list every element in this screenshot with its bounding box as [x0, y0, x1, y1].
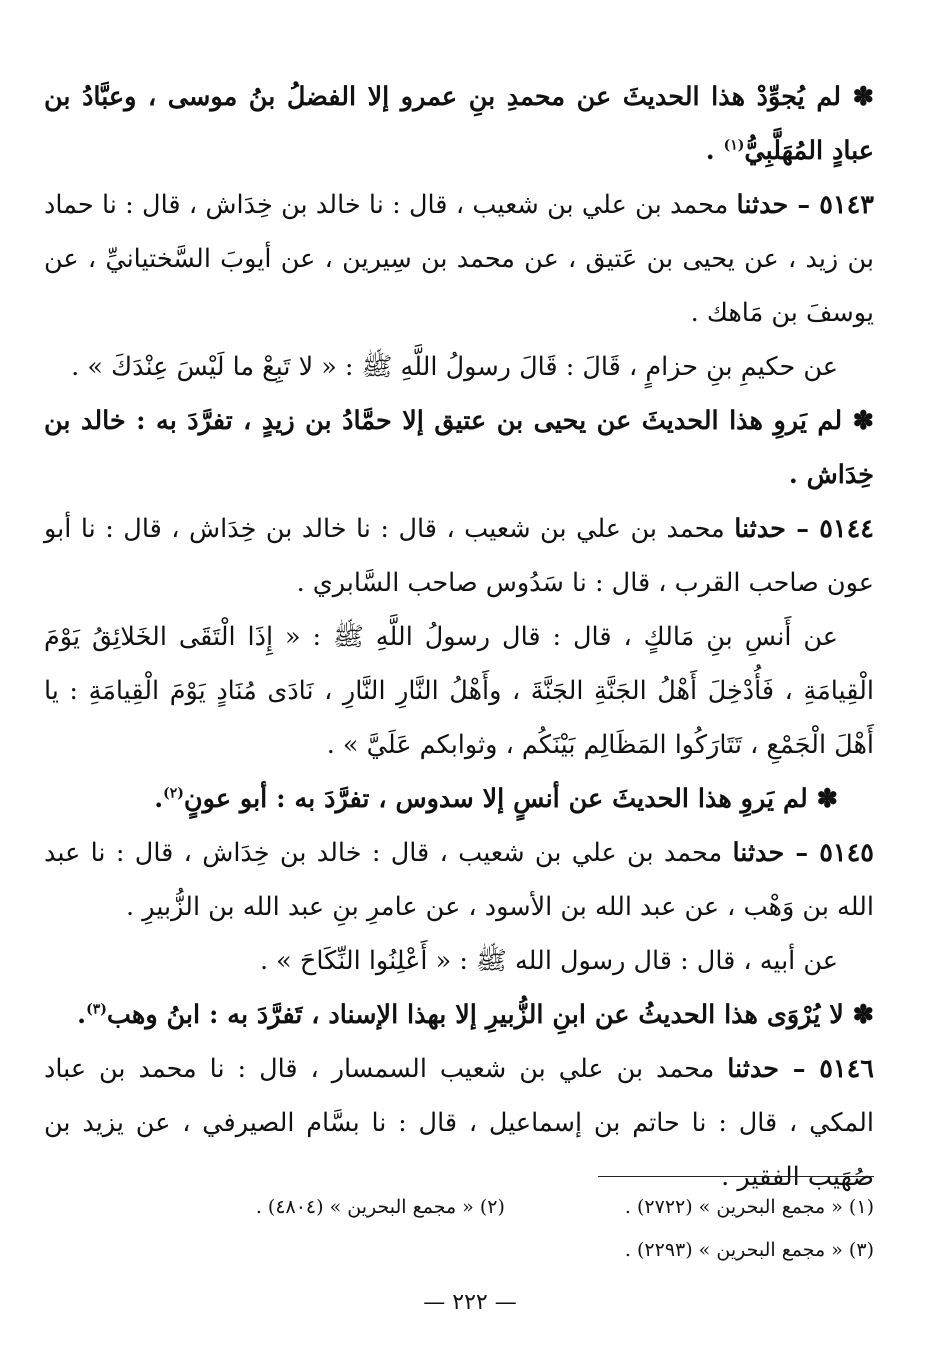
note-paragraph: ✽ لم يُجوِّدْ هذا الحديثَ عن محمدِ بنِ عمرو إلا الفضلُ بنُ موسى ، وعبَّادُ بن عبادٍ المُهَلَّبِيُّ$^{(١)}$ .: [44, 82, 874, 166]
footnotes: [44, 1186, 874, 1272]
footnote-row: [44, 1229, 874, 1272]
hadith-5144-isnad: ٥١٤٤ – حدثنا محمد بن علي بن شعيب ، قال : نا خالد بن خِدَاش ، قال : نا أبو عون صاحب القرب ، قال : نا سَدُوس صاحب السَّابري .: [44, 514, 875, 598]
hadith-5145-matn: عن أبيه ، قال : قال رسول الله ﷺ : « أَعْلِنُوا النِّكَاحَ » .: [259, 946, 838, 976]
hadith-5143-matn: عن حكيمِ بنِ حزامٍ ، قَالَ : قَالَ رسولُ اللَّهِ ﷺ : « لا تَبِعْ ما لَيْسَ عِنْدَكَ » .: [71, 352, 838, 382]
note-paragraph: ✽ لم يَروِ هذا الحديثَ عن يحيى بن عتيق إلا حمَّادُ بن زيدٍ ، تفرَّدَ به : خالد بن خِدَاش .: [44, 406, 874, 490]
footnote-marker[interactable]: (٣): [86, 1001, 107, 1018]
footnote-1: (١) « مجمع البحرين » (٢٧٢٢) .: [624, 1196, 874, 1218]
hadith-5144-matn: عن أَنسِ بنِ مَالكٍ ، قال : قال رسولُ اللَّهِ ﷺ : « إِذَا الْتَقَى الخَلائِقُ يَوْمَ الْقِيامَةِ ، فَأُدْخِلَ أَهْلُ الجَنَّةِ الجَنَّةَ ، وأَهْلُ النَّارِ النَّارِ ، نَادَى مُنَادٍ يَوْمَ الْقِيامَةِ : يا أَهْلَ الْجَمْعِ ، تَتَارَكُوا المَظَالِم بَيْنَكُم ، وثوابكم عَلَيَّ » .: [44, 622, 874, 760]
footnote-row: [44, 1186, 874, 1229]
hadith-number: ٥١٤٥ – حدثنا: [732, 838, 874, 868]
hadith-number: ٥١٤٦ – حدثنا: [727, 1054, 874, 1084]
hadith-number: ٥١٤٣ – حدثنا: [736, 190, 874, 220]
footnote-3: (٣) « مجمع البحرين » (٢٢٩٣) .: [624, 1239, 874, 1261]
note-paragraph: ✽ لا يُرْوَى هذا الحديثُ عن ابنِ الزُّبيرِ إلا بهذا الإسناد ، تَفرَّدَ به : ابنُ وهب$^{(٣)}$.: [77, 1000, 874, 1030]
hadith-5143-isnad: ٥١٤٣ – حدثنا محمد بن علي بن شعيب ، قال : نا خالد بن خِدَاش ، قال : نا حماد بن زيد ، عن يحيى بن عَتيق ، عن محمد بن سِيرين ، عن أيوبَ السَّختيانيِّ ، عن يوسفَ بن مَاهك .: [44, 190, 874, 328]
footnote-2: (٢) « مجمع البحرين » (٤٨٠٤) .: [255, 1196, 505, 1218]
footnote-marker[interactable]: (١): [723, 137, 745, 154]
footnote-marker[interactable]: (٢): [163, 785, 184, 802]
note-paragraph: ✽ لم يَروِ هذا الحديثَ عن أنسٍ إلا سدوس ، تفرَّدَ به : أبو عونٍ$^{(٢)}$.: [154, 784, 838, 814]
hadith-5146-isnad: ٥١٤٦ – حدثنا محمد بن علي بن شعيب السمسار ، قال : نا محمد بن عباد المكي ، قال : نا حاتم بن إسماعيل ، قال : نا بسَّام الصيرفي ، عن يزيد بن صُهَيب الفقير .: [44, 1054, 874, 1192]
page-number: — ٢٢٢ —: [423, 1290, 517, 1315]
hadith-5145-isnad: ٥١٤٥ – حدثنا محمد بن علي بن شعيب ، قال : خالد بن خِدَاش ، قال : نا عبد الله بن وَهْب ، عن عبد الله بن الأسود ، عن عامرِ بنِ عبد الله بن الزُّبيرِ .: [44, 838, 874, 922]
footnote-divider: [598, 1176, 874, 1177]
main-text: [44, 70, 874, 1204]
hadith-number: ٥١٤٤ – حدثنا: [734, 514, 875, 544]
